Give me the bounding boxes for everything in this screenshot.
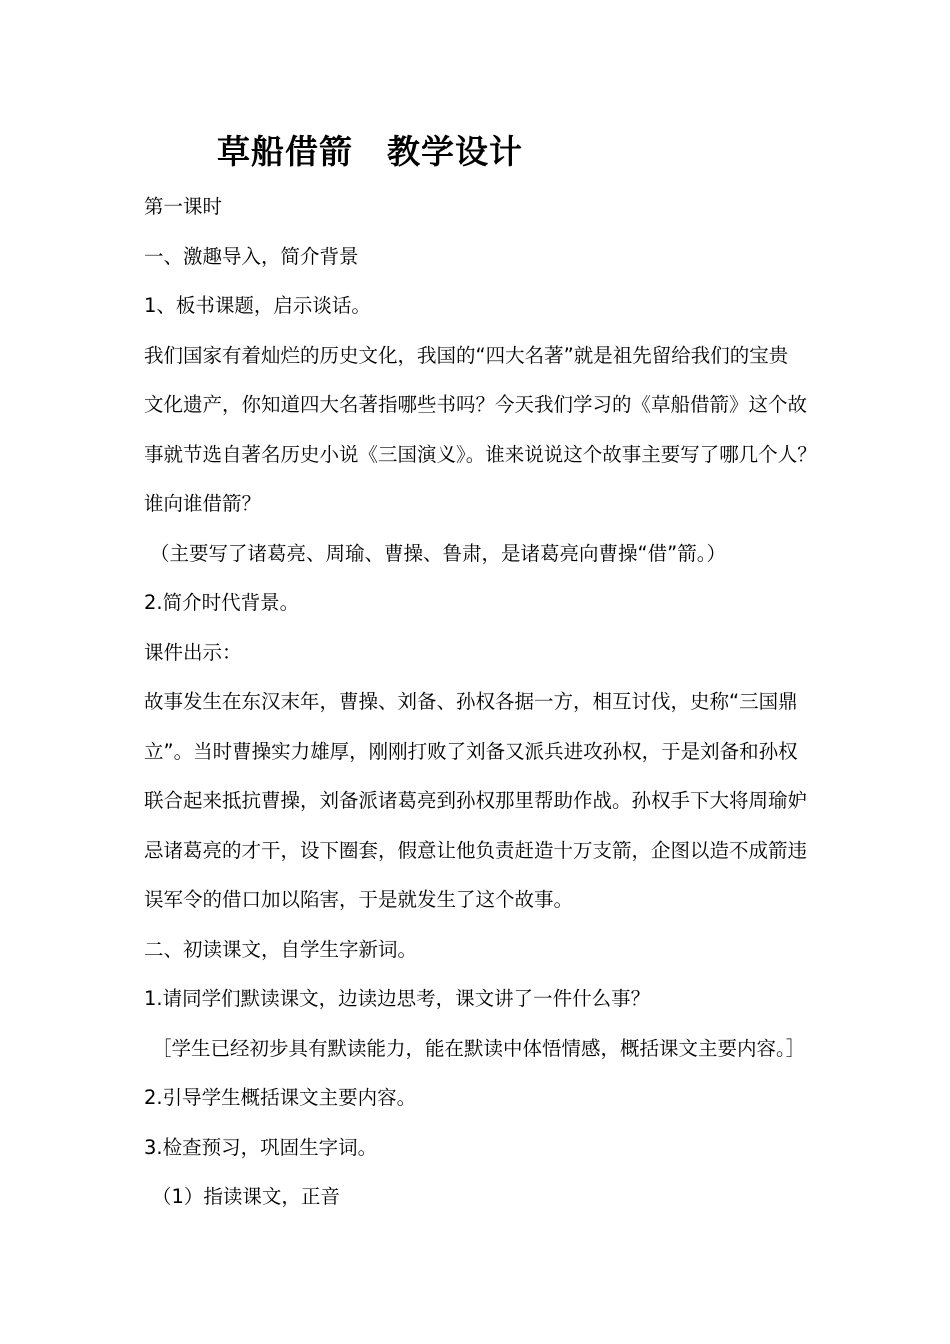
paragraph-line: 故事发生在东汉末年，曹操、刘备、孙权各据一方，相互讨伐，史称“三国鼎 bbox=[144, 690, 798, 713]
bracket-note: ［学生已经初步具有默读能力，能在默读中体悟情感，概括课文主要内容。］ bbox=[152, 1036, 806, 1060]
paragraph-line: 误军令的借口加以陷害，于是就发生了这个故事。 bbox=[144, 888, 574, 911]
paragraph-line: 谁向谁借箭？ bbox=[144, 492, 262, 515]
paragraph-line: 文化遗产，你知道四大名著指哪些书吗？今天我们学习的《草船借箭》这个故 bbox=[144, 393, 808, 416]
document-title: 草船借箭 教学设计 bbox=[217, 132, 523, 171]
text-line: 1.请同学们默读课文，边读边思考，课文讲了一件什么事？ bbox=[144, 987, 651, 1010]
text-line: 课件出示： bbox=[144, 640, 242, 664]
paragraph-line: 事就节选自著名历史小说《三国演义》。谁来说说这个故事主要写了哪几个人？ bbox=[144, 442, 817, 466]
paragraph-line: 我们国家有着灿烂的历史文化，我国的“四大名著”就是祖先留给我们的宝贵 bbox=[144, 343, 789, 367]
text-line: 3.检查预习，巩固生字词。 bbox=[144, 1135, 378, 1159]
sub-item: （1）指读课文，正音 bbox=[152, 1185, 340, 1208]
text-line: 1、板书课题，启示谈话。 bbox=[144, 294, 371, 317]
answer-note: （主要写了诸葛亮、周瑜、曹操、鲁肃，是诸葛亮向曹操“借”箭。） bbox=[150, 541, 726, 565]
paragraph-line: 立”。当时曹操实力雄厚，刚刚打败了刘备又派兵进攻孙权，于是刘备和孙权 bbox=[144, 739, 798, 763]
text-line: 2.简介时代背景。 bbox=[144, 591, 300, 614]
document-body bbox=[144, 182, 819, 1222]
section-heading-1: 一、激趣导入，简介背景 bbox=[144, 244, 359, 268]
text-line: 2.引导学生概括课文主要内容。 bbox=[144, 1086, 417, 1109]
text-line-session: 第一课时 bbox=[144, 195, 223, 218]
section-heading-2: 二、初读课文，自学生字新词。 bbox=[144, 937, 418, 961]
paragraph-line: 联合起来抵抗曹操，刘备派诸葛亮到孙权那里帮助作战。孙权手下大将周瑜妒 bbox=[144, 789, 808, 812]
paragraph-line: 忌诸葛亮的才干，设下圈套，假意让他负责赶造十万支箭，企图以造不成箭违 bbox=[144, 838, 808, 862]
